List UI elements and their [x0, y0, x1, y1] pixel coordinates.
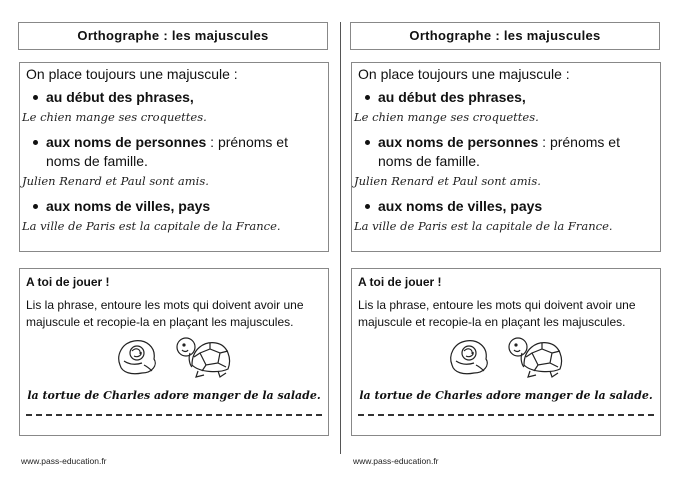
rule-bold: aux noms de villes, pays — [378, 198, 543, 214]
rule-item — [354, 197, 654, 233]
rule-example: La ville de Paris est la capitale de la France. — [354, 219, 613, 233]
footer-url: www.pass-education.fr — [353, 456, 439, 466]
rules-box — [19, 62, 329, 252]
rule-text — [26, 197, 322, 216]
rule-text — [26, 88, 322, 107]
rule-rest: : prénoms et noms de famille. — [46, 134, 288, 169]
illustrations — [358, 335, 654, 383]
exercise-box — [19, 268, 329, 436]
exercise-instruction: Lis la phrase, entoure les mots qui doivent avoir une majuscule et recopie-la en plaçant les majuscules. — [358, 298, 636, 329]
rules-intro: On place toujours une majuscule : — [358, 66, 570, 82]
rule-example: Julien Renard et Paul sont amis. — [354, 174, 541, 188]
rule-text — [358, 197, 654, 216]
illustrations — [26, 335, 322, 383]
rule-bold: aux noms de villes, pays — [46, 198, 211, 214]
rule-bold: au début des phrases, — [46, 89, 194, 105]
cut-divider — [340, 22, 341, 454]
exercise-heading: A toi de jouer ! — [358, 275, 442, 289]
rule-example: Le chien mange ses croquettes. — [354, 110, 539, 124]
rule-example: La ville de Paris est la capitale de la France. — [22, 219, 281, 233]
rule-bold: au début des phrases, — [378, 89, 526, 105]
rule-item — [22, 197, 322, 233]
rule-text — [358, 88, 654, 107]
turtle-icon — [174, 335, 234, 379]
rules-intro: On place toujours une majuscule : — [26, 66, 238, 82]
exercise-heading: A toi de jouer ! — [26, 275, 110, 289]
exercise-box — [351, 268, 661, 436]
worksheet-card-left — [18, 0, 330, 480]
rule-rest: : prénoms et noms de famille. — [378, 134, 620, 169]
rule-text — [358, 133, 654, 171]
worksheet-title: Orthographe : les majuscules — [18, 22, 328, 50]
rule-item — [22, 88, 322, 124]
rule-text — [26, 133, 322, 171]
answer-line[interactable] — [358, 414, 654, 416]
rule-bold: aux noms de personnes — [46, 134, 207, 150]
exercise-sentence: la tortue de Charles adore manger de la salade. — [359, 389, 653, 402]
rule-item — [22, 133, 322, 188]
answer-line[interactable] — [26, 414, 322, 416]
rule-item — [354, 133, 654, 188]
lettuce-icon — [114, 335, 160, 377]
turtle-icon — [506, 335, 566, 379]
exercise-sentence: la tortue de Charles adore manger de la salade. — [27, 389, 321, 402]
worksheet-title: Orthographe : les majuscules — [350, 22, 660, 50]
worksheet-card-right — [350, 0, 662, 480]
rule-example: Le chien mange ses croquettes. — [22, 110, 207, 124]
rules-box — [351, 62, 661, 252]
lettuce-icon — [446, 335, 492, 377]
rule-item — [354, 88, 654, 124]
rule-bold: aux noms de personnes — [378, 134, 539, 150]
rule-example: Julien Renard et Paul sont amis. — [22, 174, 209, 188]
exercise-instruction: Lis la phrase, entoure les mots qui doivent avoir une majuscule et recopie-la en plaçant les majuscules. — [26, 298, 304, 329]
footer-url: www.pass-education.fr — [21, 456, 107, 466]
